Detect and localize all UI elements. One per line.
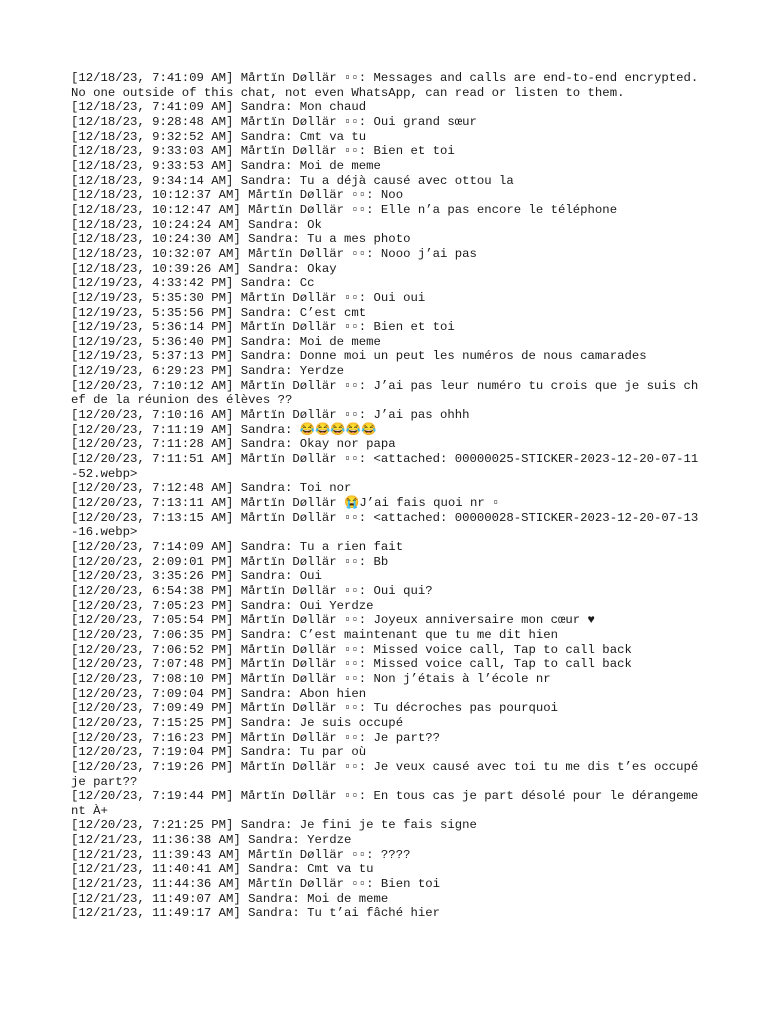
chat-message-line: [12/20/23, 7:11:51 AM] Mårtïn Døllär ▫▫: <attached: 00000025-STICKER-2023-12-20-07-11-52.webp> — [71, 452, 699, 481]
chat-message-line: [12/19/23, 4:33:42 PM] Sandra: Cc — [71, 276, 315, 291]
chat-message-line: [12/21/23, 11:49:17 AM] Sandra: Tu t’ai fâché hier — [71, 906, 440, 921]
chat-message-line: [12/20/23, 7:09:49 PM] Mårtïn Døllär ▫▫: Tu décroches pas pourquoi — [71, 701, 559, 716]
chat-message-line: [12/20/23, 7:08:10 PM] Mårtïn Døllär ▫▫: Non j’étais à l’école nr — [71, 671, 551, 686]
chat-message-line: [12/20/23, 7:19:04 PM] Sandra: Tu par où — [71, 745, 367, 760]
chat-message-line: [12/20/23, 7:13:11 AM] Mårtïn Døllär 😭J’ai fais quoi nr ▫ — [71, 496, 500, 511]
chat-message-line: [12/20/23, 6:54:38 PM] Mårtïn Døllär ▫▫: Oui qui? — [71, 583, 433, 598]
chat-message-line: [12/20/23, 7:16:23 PM] Mårtïn Døllär ▫▫: Je part?? — [71, 730, 440, 745]
chat-message-line: [12/21/23, 11:40:41 AM] Sandra: Cmt va tu — [71, 862, 374, 877]
chat-message-line: [12/20/23, 7:19:44 PM] Mårtïn Døllär ▫▫: En tous cas je part désolé pour le dérangement À+ — [71, 789, 699, 818]
chat-message-line: [12/18/23, 9:33:53 AM] Sandra: Moi de meme — [71, 158, 381, 173]
chat-message-line: [12/18/23, 9:28:48 AM] Mårtïn Døllär ▫▫: Oui grand sœur — [71, 114, 477, 129]
chat-message-line: [12/20/23, 7:05:54 PM] Mårtïn Døllär ▫▫: Joyeux anniversaire mon cœur ♥ — [71, 613, 595, 628]
chat-message-line: [12/21/23, 11:39:43 AM] Mårtïn Døllär ▫▫: ???? — [71, 847, 411, 862]
chat-message-line: [12/20/23, 7:09:04 PM] Sandra: Abon hien — [71, 686, 367, 701]
chat-message-line: [12/18/23, 10:12:37 AM] Mårtïn Døllär ▫▫: Noo — [71, 188, 404, 203]
chat-transcript — [71, 71, 706, 921]
chat-message-line: [12/19/23, 5:37:13 PM] Sandra: Donne moi un peut les numéros de nous camarades — [71, 349, 647, 364]
chat-message-line: [12/20/23, 7:06:35 PM] Sandra: C’est maintenant que tu me dit hien — [71, 627, 559, 642]
chat-message-line: [12/18/23, 10:12:47 AM] Mårtïn Døllär ▫▫: Elle n’a pas encore le téléphone — [71, 202, 618, 217]
chat-message-line: [12/18/23, 9:34:14 AM] Sandra: Tu a déjà causé avec ottou la — [71, 173, 514, 188]
chat-message-line: [12/18/23, 7:41:09 AM] Mårtïn Døllär ▫▫: Messages and calls are end-to-end encrypted. No one outside of this chat, not even WhatsApp, can read or listen to them. — [71, 71, 706, 100]
chat-message-line: [12/20/23, 3:35:26 PM] Sandra: Oui — [71, 569, 322, 584]
chat-message-line: [12/20/23, 7:13:15 AM] Mårtïn Døllär ▫▫: <attached: 00000028-STICKER-2023-12-20-07-13-16.webp> — [71, 510, 699, 540]
chat-message-line: [12/18/23, 10:24:30 AM] Sandra: Tu a mes photo — [71, 232, 411, 247]
chat-message-line: [12/20/23, 7:10:12 AM] Mårtïn Døllär ▫▫: J’ai pas leur numéro tu crois que je suis chef de la réunion des élèves ?? — [71, 378, 699, 408]
chat-message-line: [12/20/23, 7:14:09 AM] Sandra: Tu a rien fait — [71, 540, 404, 554]
chat-message-line: [12/20/23, 7:11:28 AM] Sandra: Okay nor papa — [71, 437, 396, 452]
chat-message-line: [12/19/23, 5:36:14 PM] Mårtïn Døllär ▫▫: Bien et toi — [71, 320, 455, 335]
chat-message-line: [12/20/23, 2:09:01 PM] Mårtïn Døllär ▫▫: Bb — [71, 554, 389, 569]
chat-message-line: [12/19/23, 5:35:56 PM] Sandra: C’est cmt — [71, 305, 367, 320]
chat-message-line: [12/20/23, 7:06:52 PM] Mårtïn Døllär ▫▫: Missed voice call, Tap to call back — [71, 642, 632, 657]
chat-message-line: [12/20/23, 7:19:26 PM] Mårtïn Døllär ▫▫: Je veux causé avec toi tu me dis t’es occupé je part?? — [71, 759, 706, 789]
chat-message-line: [12/18/23, 10:32:07 AM] Mårtïn Døllär ▫▫: Nooo j’ai pas — [71, 246, 477, 261]
chat-message-line: [12/20/23, 7:10:16 AM] Mårtïn Døllär ▫▫: J’ai pas ohhh — [71, 408, 470, 423]
chat-message-line: [12/21/23, 11:36:38 AM] Sandra: Yerdze — [71, 833, 352, 848]
chat-message-line: [12/20/23, 7:12:48 AM] Sandra: Toi nor — [71, 481, 352, 496]
chat-message-line: [12/20/23, 7:07:48 PM] Mårtïn Døllär ▫▫: Missed voice call, Tap to call back — [71, 657, 632, 672]
chat-message-line: [12/19/23, 5:36:40 PM] Sandra: Moi de meme — [71, 334, 381, 349]
chat-message-line: [12/20/23, 7:11:19 AM] Sandra: 😂😂😂😂😂 — [71, 422, 377, 437]
chat-message-line: [12/21/23, 11:49:07 AM] Sandra: Moi de meme — [71, 891, 389, 906]
chat-message-line: [12/18/23, 10:39:26 AM] Sandra: Okay — [71, 261, 337, 276]
chat-message-line: [12/18/23, 7:41:09 AM] Sandra: Mon chaud — [71, 100, 367, 115]
chat-message-line: [12/19/23, 6:29:23 PM] Sandra: Yerdze — [71, 364, 345, 379]
chat-message-line: [12/18/23, 9:32:52 AM] Sandra: Cmt va tu — [71, 129, 367, 144]
chat-message-line: [12/19/23, 5:35:30 PM] Mårtïn Døllär ▫▫: Oui oui — [71, 290, 426, 305]
chat-message-line: [12/18/23, 9:33:03 AM] Mårtïn Døllär ▫▫: Bien et toi — [71, 144, 455, 159]
chat-message-line: [12/20/23, 7:21:25 PM] Sandra: Je fini je te fais signe — [71, 818, 477, 833]
chat-message-line: [12/21/23, 11:44:36 AM] Mårtïn Døllär ▫▫: Bien toi — [71, 877, 440, 892]
chat-message-line: [12/20/23, 7:15:25 PM] Sandra: Je suis occupé — [71, 715, 404, 730]
chat-message-line: [12/18/23, 10:24:24 AM] Sandra: Ok — [71, 217, 322, 232]
chat-message-line: [12/20/23, 7:05:23 PM] Sandra: Oui Yerdze — [71, 598, 374, 613]
